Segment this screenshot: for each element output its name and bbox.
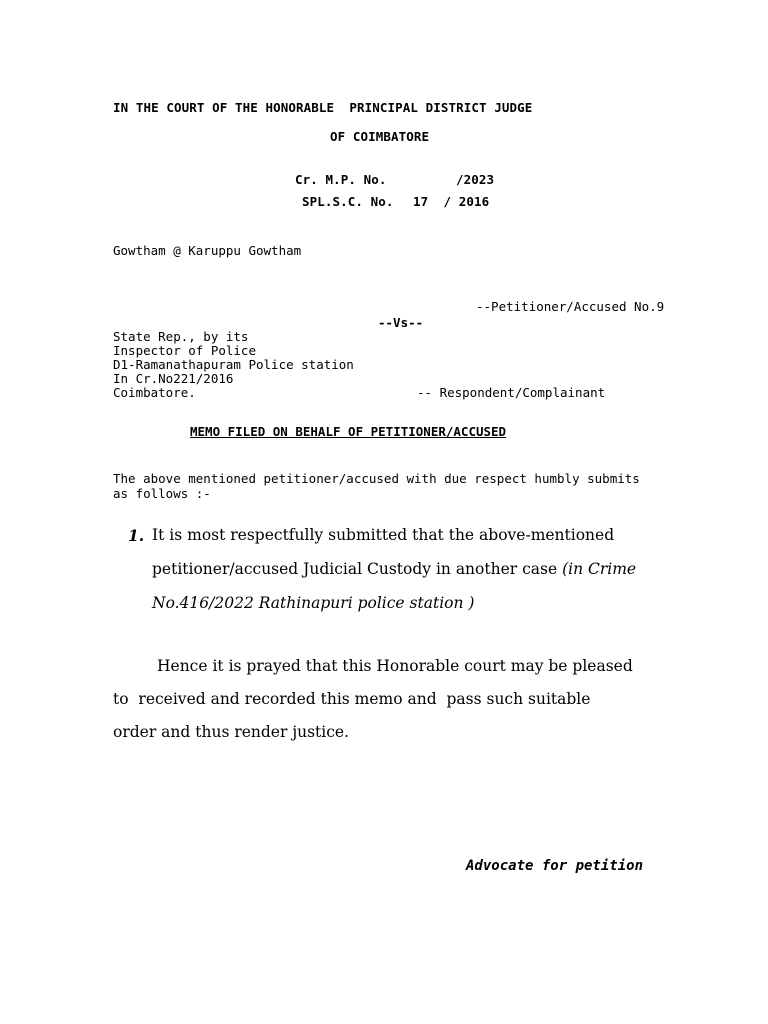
memo-intro-line1: The above mentioned petitioner/accused with due respect humbly submits (113, 471, 640, 486)
versus-label: --Vs-- (378, 315, 424, 330)
point-line1-text: It is most respectfully submitted that the above-mentioned (152, 526, 615, 544)
point-line2-italic: (in Crime (562, 560, 637, 578)
prayer-line2: to received and recorded this memo and pass such suitable (113, 690, 591, 708)
respondent-line: D1-Ramanathapuram Police station (113, 357, 354, 372)
point-number: 1. (128, 526, 145, 545)
petitioner-role: --Petitioner/Accused No.9 (476, 299, 665, 314)
prayer-line3: order and thus render justice. (113, 723, 350, 741)
respondent-line: In Cr.No221/2016 (113, 371, 234, 386)
respondent-line: State Rep., by its (113, 329, 249, 344)
point-line2-plain: petitioner/accused Judicial Custody in another case (152, 560, 563, 578)
point-line3: No.416/2022 Rathinapuri police station ) (152, 594, 475, 612)
crmp-value: /2023 (456, 172, 495, 187)
memo-intro-line2: as follows :- (113, 486, 211, 501)
point-line1 (152, 526, 686, 544)
court-heading-line1: IN THE COURT OF THE HONORABLE PRINCIPAL DISTRICT JUDGE (113, 100, 533, 115)
crmp-label: Cr. M.P. No. (295, 172, 387, 187)
splsc-label: SPL.S.C. No. (302, 194, 394, 209)
point-line2 (152, 560, 636, 578)
petitioner-name: Gowtham @ Karuppu Gowtham (113, 243, 302, 258)
court-heading-line2: OF COIMBATORE (330, 129, 430, 144)
respondent-line: Inspector of Police (113, 343, 256, 358)
respondent-line: Coimbatore. (113, 385, 196, 400)
prayer-line1: Hence it is prayed that this Honorable court may be pleased (157, 657, 633, 675)
signature-label: Advocate for petition (466, 858, 644, 874)
respondent-role: -- Respondent/Complainant (417, 385, 606, 400)
memo-title: MEMO FILED ON BEHALF OF PETITIONER/ACCUSED (190, 424, 507, 439)
splsc-value: 17 / 2016 (413, 194, 490, 209)
